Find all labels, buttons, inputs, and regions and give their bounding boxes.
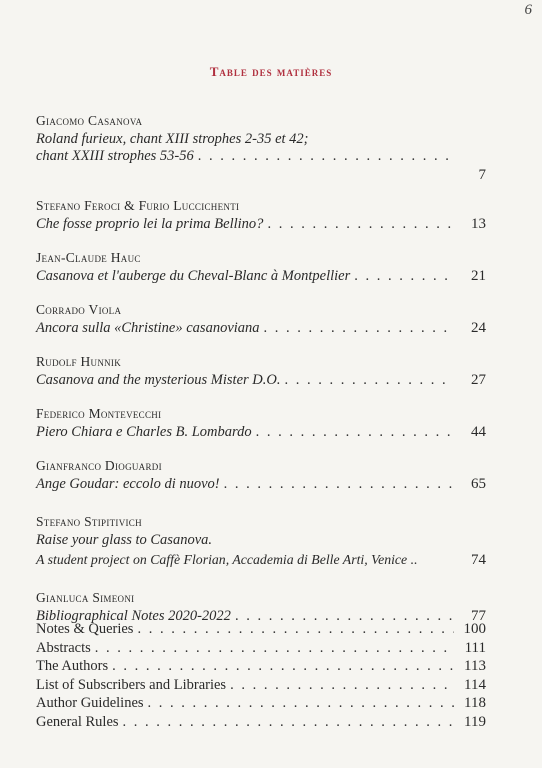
leader-dots [230,676,454,695]
entry-author: Giacomo Casanova [36,113,143,128]
toc-entry [36,301,486,337]
leader-dots [267,216,454,233]
entry-title: A student project on Caffè Florian, Accademia di Belle Arti, Venice .. [36,552,418,567]
extra-item [36,639,486,658]
toc-entries [36,112,486,638]
extra-item [36,713,486,732]
entry-page: 21 [471,268,486,284]
extra-page: 113 [464,658,486,674]
entry-title-line [36,216,486,233]
extra-page: 118 [464,695,486,711]
toc-entry [36,513,486,569]
entry-title: Piero Chiara e Charles B. Lombardo [36,424,252,440]
entry-page: 7 [478,167,486,183]
leader-dots [112,657,454,676]
toc-extras [36,620,486,731]
entry-title: Roland furieux, chant XIII strophes 2-35 et 42; [36,131,309,147]
entry-title-line [36,476,486,493]
extra-item [36,694,486,713]
entry-page: 77 [471,608,486,624]
entry-page: 74 [471,552,486,568]
leader-dots [95,639,454,658]
leader-dots [123,713,454,732]
toc-entry [36,457,486,493]
toc-entry [36,197,486,233]
entry-title-line [36,372,486,389]
leader-dots [148,694,454,713]
extra-page: 114 [464,676,486,693]
extra-item [36,657,486,676]
entry-title-line [36,551,486,569]
toc-entry [36,353,486,389]
leader-dots [264,320,454,337]
entry-author: Stefano Stipitivich [36,514,142,529]
entry-author: Corrado Viola [36,302,122,317]
entry-title: Raise your glass to Casanova. [36,532,213,548]
leader-dots [284,372,454,389]
entry-title: Ancora sulla «Christine» casanoviana [36,320,260,336]
entry-title: Bibliographical Notes 2020-2022 [36,608,231,624]
entry-title-line [36,148,486,165]
leader-dots [256,424,454,441]
extra-page: 119 [464,713,486,730]
entry-page: 13 [471,216,486,232]
entry-page: 44 [471,424,486,440]
entry-title-line [36,131,486,148]
entry-title-line [36,532,486,549]
extra-item [36,676,486,695]
extra-label: Notes & Queries [36,621,134,637]
toc-entry [36,112,486,184]
entry-page: 65 [471,476,486,492]
entry-title: Casanova and the mysterious Mister D.O. [36,372,281,388]
extra-page: 111 [464,639,486,656]
entry-author: Rudolf Hunnik [36,354,122,369]
toc-entry [36,249,486,285]
extra-item [36,620,486,639]
page-number: 6 [524,2,532,18]
entry-author: Jean-Claude Hauc [36,250,141,265]
leader-dots [137,620,454,639]
toc-entry [36,405,486,441]
extra-label: Abstracts [36,639,91,656]
leader-dots [354,268,454,285]
toc-title: Table des matières [209,64,333,79]
extra-label: General Rules [36,713,119,730]
entry-title: Casanova et l'auberge du Cheval-Blanc à Montpellier [36,268,351,284]
entry-title: chant XXIII strophes 53-56 [36,148,194,164]
entry-title-line [36,268,486,285]
entry-author: Gianluca Simeoni [36,590,135,605]
entry-author: Federico Montevecchi [36,406,162,421]
extra-label: List of Subscribers and Libraries [36,676,227,693]
extra-label: Author Guidelines [36,695,144,711]
entry-page: 24 [471,320,486,336]
leader-dots [198,148,454,165]
entry-title: Che fosse proprio lei la prima Bellino? [36,216,264,232]
entry-title-line [36,320,486,337]
entry-author: Stefano Feroci & Furio Luccichenti [36,198,240,213]
leader-dots [224,476,454,493]
entry-title-line [36,424,486,441]
entry-page: 27 [471,372,486,388]
extra-label: The Authors [36,658,109,674]
extra-page: 100 [463,621,486,637]
entry-author: Gianfranco Dioguardi [36,458,162,473]
entry-title: Ange Goudar: eccolo di nuovo! [36,476,220,492]
